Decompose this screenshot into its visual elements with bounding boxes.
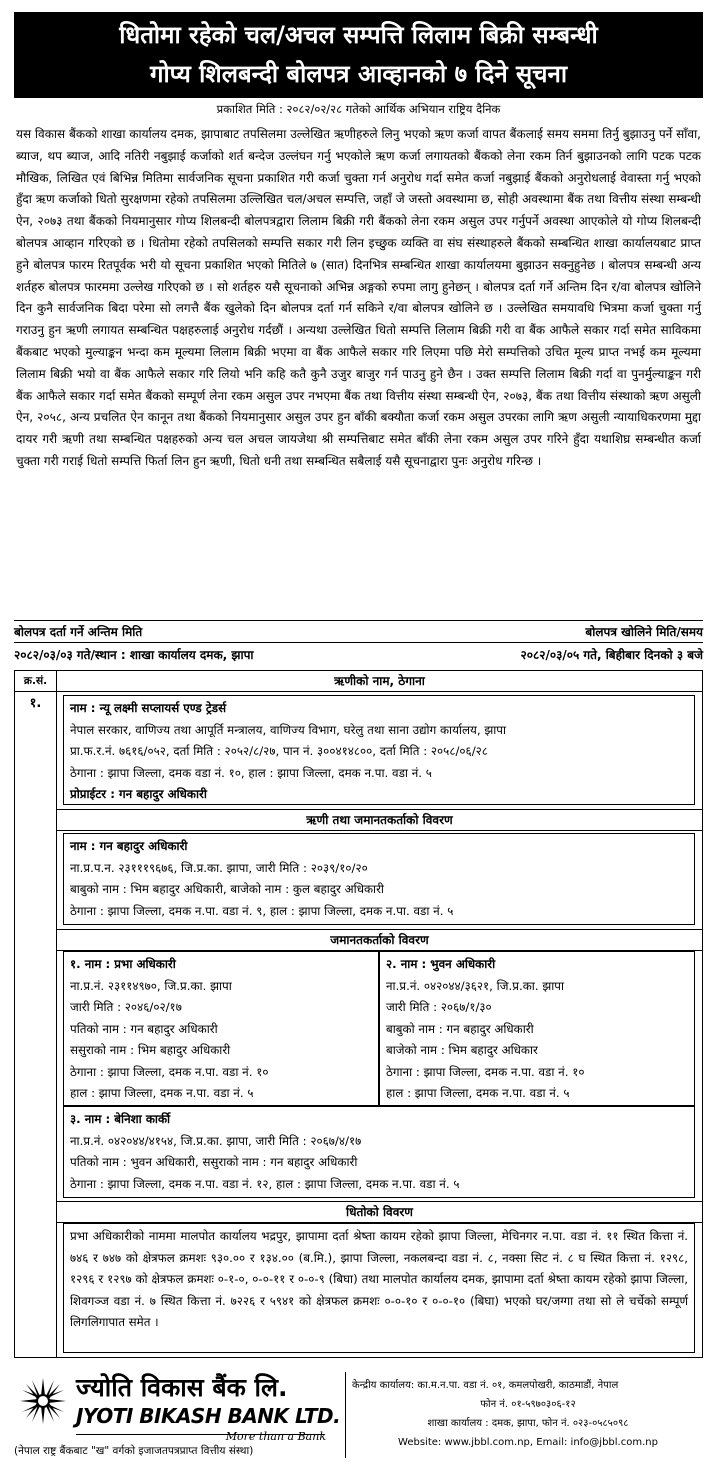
surety-3-line: पतिको नाम : भुवन अधिकारी, ससुराको नाम : गन बहादुर अधिकारी xyxy=(70,1155,358,1169)
surety-2-line: ना.प्र.नं. ०४२०४४/३६२१, जि.प्र.का. झापा xyxy=(386,978,565,993)
serial-number: १. xyxy=(29,696,42,711)
collateral-box xyxy=(63,1223,695,1353)
opening-time-label: बोलपत्र खोलिने मिति/समय xyxy=(585,625,703,639)
surety-1-line: ना.प्र.नं. २३११४९७०, जि.प्र.का. झापा xyxy=(70,978,232,993)
surety-1-line: ठेगाना : झापा जिल्ला, दमक न.पा. वडा नं. १० xyxy=(70,1064,269,1079)
surety-2-line: जारी मिति : २०६७/१/३० xyxy=(386,1000,492,1014)
guarantor-header: ऋणी तथा जमानतकर्ताको विवरण xyxy=(57,809,702,831)
borrower-proprietor: प्रोप्राईटर : गन बहादुर अधिकारी xyxy=(70,787,207,801)
bank-tagline: More than a Bank xyxy=(225,1430,326,1443)
notice-title-banner xyxy=(14,12,703,98)
central-office: केन्द्रीय कार्यालय: का.म.न.पा. वडा नं. ०१, कमलपोखरी, काठमाडौं, नेपाल xyxy=(352,1380,619,1391)
borrower-registration-office: नेपाल सरकार, वाणिज्य तथा आपूर्ति मन्त्रालय, वाणिज्य विभाग, घरेलु तथा साना उद्योग कार्यालय, झापा xyxy=(70,722,507,737)
borrower-registration-details: प्रा.फ.र.नं. ७६१६/०५२, दर्ता मिति : २०५२/८/२७, पान नं. ३००४१४८००, दर्ता मिति : २०५८/०६/२८ xyxy=(70,744,488,758)
surety-2-line: हाल : झापा जिल्ला, दमक न.पा. वडा नं. ५ xyxy=(386,1086,570,1100)
surety-1-line: पतिको नाम : गन बहादुर अधिकारी xyxy=(70,1021,218,1036)
divider xyxy=(14,642,703,643)
surety-1-name: १. नाम : प्रभा अधिकारी xyxy=(70,957,176,971)
surety-3-line: ना.प्र.नं. ०४२०४४/४१५४, जि.प्र.का. झापा, जारी मिति : २०६७/४/१७ xyxy=(70,1133,362,1148)
guarantor-name: नाम : गन बहादुर अधिकारी xyxy=(70,839,188,853)
deadline-values xyxy=(14,646,703,663)
borrower-name: नाम : न्यू लक्ष्मी सप्लायर्स एण्ड ट्रेडर्स xyxy=(70,701,227,715)
website-email: Website: www.jbbl.com.np, Email: info@jbbl.com.np xyxy=(398,1437,658,1448)
submit-deadline-value: २०८२/०३/०३ गते/स्थान : शाखा कार्यालय दमक, झापा xyxy=(14,648,254,662)
notice-body: यस विकास बैंकको शाखा कार्यालय दमक, झापाबाट तपसिलमा उल्लेखित ऋणीहरुले लिनु भएको ऋण कर्जा वापत बैंकलाई समय सममा तिर्नु बुझाउनु पर्ने साँवा, ब्याज, थप ब्याज, आदि नतिरी नबुझाई कर्जाको शर्त बन्देज उल्लंघन गर्नु भएकोले ऋण कर्जा लगायतको बैंकको लेना रकम तिर्न बुझाउनको लागि पटक पटक मौखिक, लिखित एवं बिभिन्न मितिमा सार्वजनिक सूचना प्रकाशित गरी कर्जा चुक्ता गर्न अनुरोध गर्दा समेत कर्जा नबुझाई बैंकको अनुरोधलाई वेवास्ता गर्नु भएको हुँदा ऋण कर्जाको धितो सुरक्षणमा रहेको तपसिलमा उल्लिखित चल/अचल सम्पत्ति, जहाँ जे जस्तो अवस्थामा छ, सोही अवस्थामा बैंक तथा वित्तीय संस्था सम्बन्धी ऐन, २०७३ तथा बैंकको नियमानुसार गोप्य शिलबन्दी बोलपत्रद्वारा लिलाम बिक्री गरी बैंकको लेना रकम असुल उपर गर्नुपर्ने अवस्था आएकोले यो गोप्य शिलबन्दी बोलपत्र आव्हान गरिएको छ । धितोमा रहेको तपसिलको सम्पत्ति सकार गरी लिन इच्छुक व्यक्ति वा संघ संस्थाहरुले बैंकको सम्बन्धित शाखा कार्यालयबाट प्राप्त हुने बोलपत्र फारम रितपूर्वक भरी यो सूचना प्रकाशित भएको मितिले ७ (सात) दिनभित्र सम्बन्धित शाखा कार्यालयमा बुझाउन सक्नुहुनेछ । बोलपत्र सम्बन्धी अन्य शर्तहरु बोलपत्र फारममा उल्लेख गरिएको छ । सो शर्तहरु यसै सूचनाको अभिन्न अङ्गको रुपमा लागु हुनेछन् । बोलपत्र दर्ता गर्ने अन्तिम दिन र/वा बोलपत्र खोलिने दिन कुनै सार्वजनिक बिदा परेमा सो लगत्तै बैंक खुलेको दिन बोलपत्र दर्ता गर्न सकिने र/वा बोलपत्र खोलिने छ । उल्लेखित समयावधि भित्रमा कर्जा चुक्ता गर्नु गराउनु हुन ऋणी लगायत सम्बन्धित पक्षहरुलाई अनुरोध गर्दछौं । अन्यथा उल्लेखित धितो सम्पत्ति लिलाम बिक्री गरी वा बैंक आफैले सकार गर्दा समेत साविकमा बैंकबाट भएको मुल्याङ्कन भन्दा कम मूल्यमा लिलाम बिक्री भएमा वा बैंक आफैले सकार गरि लिएमा पछि मेरो सम्पत्तिको उचित मूल्य प्राप्त नभई कम मूल्यमा लिलाम बिक्री भयो वा बैंक आफैले सकार गरि लियो भनि कहि कतै कुनै उजुर बाजुर गर्न पाउनु हुने छैन । उक्त सम्पत्ति लिलाम बिक्री गर्दा वा पुनर्मुल्याङ्कन गरी बैंक आफैले सकार गर्दा समेत बैंकको सम्पूर्ण लेना रकम असुल उपर नभएमा बैंक तथा वित्तीय संस्था सम्बन्धी ऐन, २०७३, बैंक तथा वित्तीय संस्थाको ऋण असुली ऐन, २०५८, अन्य प्रचलित ऐन कानून तथा बैंकको नियमानुसार असुल उपर हुन बाँकी बक्यौता कर्जा रकम असुल उपरका लागि ऋण असुली न्यायाधिकरणमा मुद्दा दायर गरी ऋणी तथा सम्बन्धित पक्षहरुको अन्य चल अचल जायजेथा श्री सम्पत्तिबाट समेत बाँकी लेना रकम असुल उपर गरिने हुँदा यथाशिघ्र सम्बन्धीत कर्जा चुक्ता गरी गराई धितो सम्पत्ति फिर्ता लिन हुन ऋणी, धितो धनी तथा सम्बन्धित सबैलाई यसै सूचनाद्वारा पुनः अनुरोध गरिन्छ । xyxy=(16,127,701,468)
surety-2-box xyxy=(379,951,695,1106)
sureties-header: जमानतकर्ताको विवरण xyxy=(57,929,702,951)
guarantor-citizenship: ना.प्र.प.न. २३१११९६७६, जि.प्र.का. झापा, जारी मिति : २०३९/१०/२० xyxy=(70,860,368,875)
collateral-header: धितोको विवरण xyxy=(57,1201,702,1223)
bank-name-english: JYOTI BIKASH BANK LTD. xyxy=(76,1404,341,1428)
submit-deadline-label: बोलपत्र दर्ता गर्ने अन्तिम मिति xyxy=(14,625,143,639)
surety-1-line: हाल : झापा जिल्ला, दमक न.पा. वडा नं. ५ xyxy=(70,1086,254,1100)
collateral-details: प्रभा अधिकारीको नाममा मालपोत कार्यालय भद्रपुर, झापामा दर्ता श्रेष्ता कायम रहेको झापा जिल्ला, मेचिनगर न.पा. वडा नं. ११ स्थित कित्ता नं. ७४६ र ७४७ को क्षेत्रफल क्रमशः ९३०.०० र १३४.०० (ब.मि.), झापा जिल्ला, नकलबन्दा वडा नं. ८, नक्सा सिट नं. ८ घ स्थित कित्ता नं. १२९८, १२९६ र १२९७ को क्षेत्रफल क्रमशः ०-१-०, ०-०-११ र ०-०-९ (बिघा) तथा मालपोत कार्यालय दमक, झापामा दर्ता श्रेष्ता कायम रहेको झापा जिल्ला, शिवगञ्ज वडा नं. ७ स्थित कित्ता नं. ७२२६ र ५९४१ को क्षेत्रफल क्रमशः ०-०-१० र ०-०-१० (बिघा) भएको घर/जग्गा तथा सो ले चर्चेको सम्पूर्ण लिगलिगापात समेत । xyxy=(70,1229,688,1329)
details-table xyxy=(14,670,703,1358)
license-note: (नेपाल राष्ट्र बैंकबाट "ख" वर्गको इजाजतपत्रप्राप्त वित्तीय संस्था) xyxy=(14,1445,254,1457)
surety-2-line: ठेगाना : झापा जिल्ला, दमक न.पा. वडा नं. १० xyxy=(386,1064,585,1079)
divider xyxy=(14,620,703,621)
surety-3-box xyxy=(63,1106,695,1198)
serial-header: क्र.सं. xyxy=(15,671,56,692)
central-office-phone: फोन नं. ०१-५९७०३०६-१२ xyxy=(480,1399,576,1410)
borrower-box xyxy=(63,695,695,805)
footer-divider xyxy=(345,1372,346,1458)
surety-2-name: २. नाम : भुवन अधिकारी xyxy=(386,957,496,971)
surety-1-line: ससुराको नाम : भिम बहादुर अधिकारी xyxy=(70,1043,231,1057)
bank-name-nepali: ज्योति विकास बैंक लि. xyxy=(76,1373,288,1402)
surety-2-line: बाजेको नाम : भिम बहादुर अधिकार xyxy=(386,1043,538,1057)
deadline-labels xyxy=(14,623,703,640)
borrower-header: ऋणीको नाम, ठेगाना xyxy=(57,671,702,692)
contact-info xyxy=(352,1376,704,1452)
surety-1-box xyxy=(63,951,379,1106)
borrower-address: ठेगाना : झापा जिल्ला, दमक वडा नं. १०, हाल : झापा जिल्ला, दमक न.पा. वडा नं. ५ xyxy=(70,765,432,780)
title-line-2: गोप्य शिलबन्दी बोलपत्र आव्हानको ७ दिने सूचना xyxy=(149,60,568,88)
guarantor-box xyxy=(63,833,695,925)
branch-office: शाखा कार्यालय : दमक, झापा, फोन नं. ०२३-०५८५०९८ xyxy=(427,1418,629,1429)
published-date: प्रकाशित मिति : २०८२/०२/२८ गतेको आर्थिक अभियान राष्ट्रिय दैनिक xyxy=(216,102,501,116)
guarantor-address: ठेगाना : झापा जिल्ला, दमक न.पा. वडा नं. ९, हाल : झापा जिल्ला, दमक न.पा. वडा नं. ५ xyxy=(70,903,454,918)
surety-3-name: ३. नाम : बेनिशा कार्की xyxy=(70,1112,171,1126)
serial-column xyxy=(15,671,57,1357)
surety-1-line: जारी मिति : २०४६/०२/१७ xyxy=(70,1000,182,1014)
guarantor-family: बाबुको नाम : भिम बहादुर अधिकारी, बाजेको नाम : कुल बहादुर अधिकारी xyxy=(70,882,384,896)
bank-logo-icon xyxy=(18,1376,68,1426)
surety-3-line: ठेगाना : झापा जिल्ला, दमक न.पा. वडा नं. १२, हाल : झापा जिल्ला, दमक न.पा. वडा नं. ५ xyxy=(70,1176,460,1191)
surety-2-line: बाबुको नाम : गन बहादुर अधिकारी xyxy=(386,1021,534,1036)
opening-time-value: २०८२/०३/०५ गते, बिहीबार दिनको ३ बजे xyxy=(520,648,703,662)
title-line-1: धितोमा रहेको चल/अचल सम्पत्ति लिलाम बिक्री सम्बन्धी xyxy=(119,21,598,49)
